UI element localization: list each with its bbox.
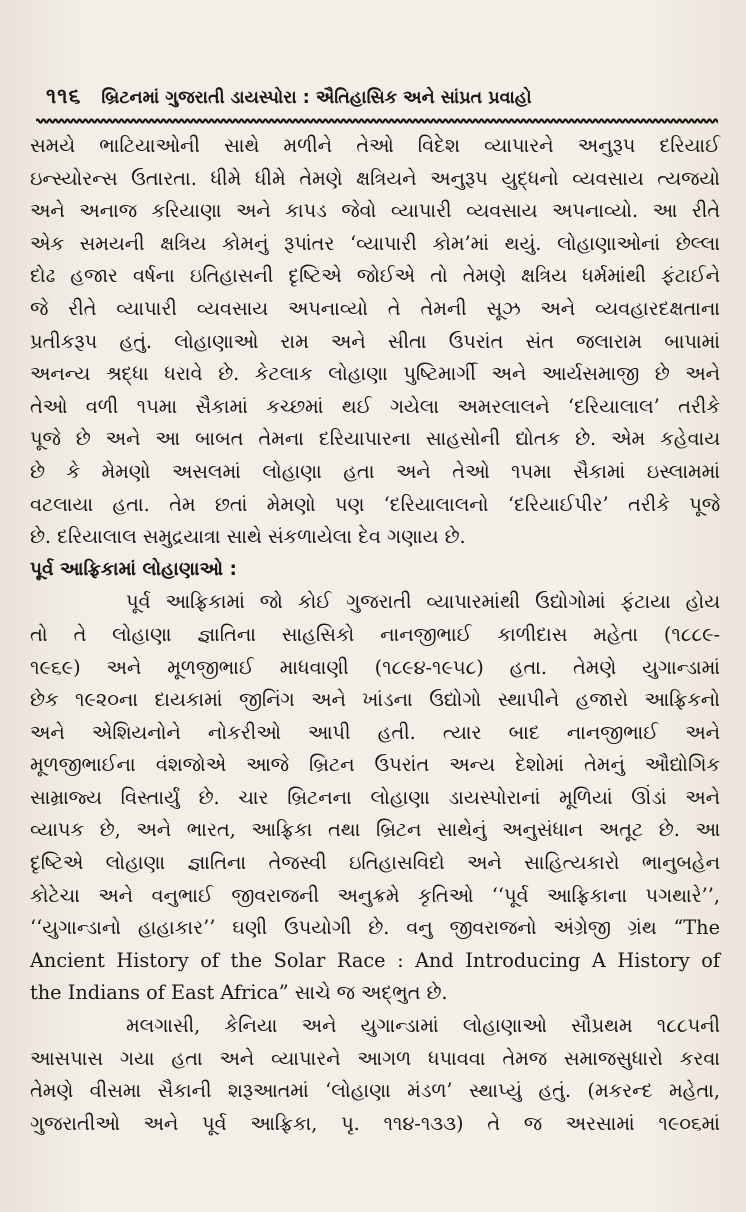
text-line: અનન્ય શ્રદ્ધા ધરાવે છે. કેટલાક લોહાણા પુષ્ટિમાર્ગી અને આર્યસમાજી છે અને: [30, 362, 720, 386]
decorative-wavy-rule: [36, 117, 718, 125]
page-number: ૧૧૬: [46, 84, 82, 108]
text-line: ઇન્સ્યોરન્સ ઉતારતા. ધીમે ધીમે તેમણે ક્ષત્રિયને અનુરૂપ યુદ્ધનો વ્યવસાય ત્યજયો: [30, 166, 720, 190]
text-line: છે કે મેમણો અસલમાં લોહાણા હતા અને તેઓ ૧૫મા સૈકામાં ઇસ્લામમાં: [30, 459, 720, 483]
text-line: ૧૯૬૯) અને મૂળજીભાઈ માધવાણી (૧૮૯૪-૧૯૫૮) હતા. તેમણે યુગાન્ડામાં: [30, 655, 720, 679]
section-heading: પૂર્વ આફ્રિકામાં લોહાણાઓ :: [30, 558, 237, 580]
text-line: છેક ૧૯૨૦ના દાયકામાં જીનિંગ અને ખાંડના ઉદ્યોગો સ્થાપીને હજારો આફ્રિકનો: [30, 688, 720, 712]
text-line: અને અનાજ કરિયાણા અને કાપડ જેવો વ્યાપારી વ્યવસાય અપનાવ્યો. આ રીતે: [30, 199, 720, 223]
text-line: સામ્રાજ્ય વિસ્તાર્યું છે. ચાર બ્રિટનના લોહાણા ડાયસ્પોરાનાં મૂળિયાં ઊંડાં અને: [30, 785, 720, 809]
text-line: કોટેચા અને વનુભાઈ જીવરાજની અનુક્રમે કૃતિઓ ‘‘પૂર્વ આફ્રિકાના પગથારે’’,: [30, 883, 720, 907]
text-line: વ્યાપક છે, અને ભારત, આફ્રિકા તથા બ્રિટન સાથેનું અનુસંધાન અતૂટ છે. આ: [30, 818, 720, 842]
text-line: દૃષ્ટિએ લોહાણા જ્ઞાતિના તેજસ્વી ઇતિહાસવિદો અને સાહિત્યકારો ભાનુબહેન: [30, 851, 720, 875]
text-line: ગુજરાતીઓ અને પૂર્વ આફ્રિકા, પૃ. ૧૧૪-૧૩૩) તે જ અરસામાં ૧૯૦૬માં: [30, 1111, 720, 1135]
text-line: સમયે ભાટિયાઓની સાથે મળીને તેઓ વિદેશ વ્યાપારને અનુરૂપ દરિયાઈ: [30, 134, 720, 157]
text-line: પૂજે છે અને આ બાબત તેમના દરિયાપારના સાહસોની દ્યોતક છે. એમ કહેવાય: [30, 427, 720, 451]
paragraph-1: [30, 130, 720, 554]
text-line: તો તે લોહાણા જ્ઞાતિના સાહસિકો નાનજીભાઈ કાળીદાસ મહેતા (૧૮૮૯-: [30, 622, 720, 646]
text-line: જે રીતે વ્યાપારી વ્યવસાય અપનાવ્યો તે તેમની સૂઝ અને વ્યવહારદક્ષતાના: [30, 296, 720, 320]
text-line: છે. દરિયાલાલ સમુદ્રયાત્રા સાથે સંકળાયેલા દેવ ગણાય છે.: [30, 525, 466, 549]
text-line: મૂળજીભાઈના વંશજોએ આજે બ્રિટન ઉપરાંત અન્ય દેશોમાં તેમનું ઔદ્યોગિક: [30, 753, 720, 777]
text-line: અને એશિયનોને નોકરીઓ આપી હતી. ત્યાર બાદ નાનજીભાઈ અને: [30, 720, 720, 744]
text-line: પ્રતીકરૂપ હતું. લોહાણાઓ રામ અને સીતા ઉપરાંત સંત જલારામ બાપામાં: [30, 329, 720, 353]
text-line: પૂર્વ આફ્રિકામાં જો કોઈ ગુજરાતી વ્યાપારમાંથી ઉદ્યોગોમાં ફંટાયા હોય: [126, 590, 720, 614]
text-line: Ancient History of the Solar Race : And Introducing A History of: [30, 948, 720, 972]
text-line: વટલાયા હતા. તેમ છતાં મેમણો પણ ‘દરિયાલાલનો ‘દરિયાઈપીર’ તરીકે પૂજે: [30, 492, 720, 516]
text-line: ‘‘યુગાન્ડાનો હાહાકાર’’ ઘણી ઉપયોગી છે. વનુ જીવરાજનો અંગ્રેજી ગ્રંથ “The: [30, 916, 720, 940]
text-line: મલગાસી, કેનિયા અને યુગાન્ડામાં લોહાણાઓ સૌપ્રથમ ૧૮૮૫ની: [126, 1014, 720, 1038]
text-line: આસપાસ ગયા હતા અને વ્યાપારને આગળ ધપાવવા તેમજ સમાજસુધારો કરવા: [30, 1046, 720, 1070]
text-line: તેઓ વળી ૧૫મા સૈકામાં કચ્છમાં થઈ ગયેલા અમરલાલને ‘દરિયાલાલ’ તરીકે: [30, 394, 720, 418]
body-text: [30, 130, 720, 1140]
text-line: the Indians of East Africa” સાચે જ અદ્ભુત છે.: [30, 981, 448, 1005]
text-line: દોઢ હજાર વર્ષના ઇતિહાસની દૃષ્ટિએ જોઈએ તો તેમણે ક્ષત્રિય ધર્મમાંથી ફંટાઈને: [30, 264, 720, 288]
paragraph-2: [30, 586, 720, 1010]
text-line: એક સમયની ક્ષત્રિય કોમનું રૂપાંતર ‘વ્યાપારી કોમ’માં થયું. લોહાણાઓનાં છેલ્લા: [30, 231, 720, 255]
running-title: બ્રિટનમાં ગુજરાતી ડાયસ્પોરા : ઐતિહાસિક અને સાંપ્રત પ્રવાહો: [101, 88, 532, 108]
paragraph-3: [30, 1010, 720, 1140]
text-line: તેમણે વીસમા સૈકાની શરૂઆતમાં ‘લોહાણા મંડળ’ સ્થાપ્યું હતું. (મકરન્દ મહેતા,: [30, 1079, 720, 1103]
page-header: [46, 84, 726, 118]
